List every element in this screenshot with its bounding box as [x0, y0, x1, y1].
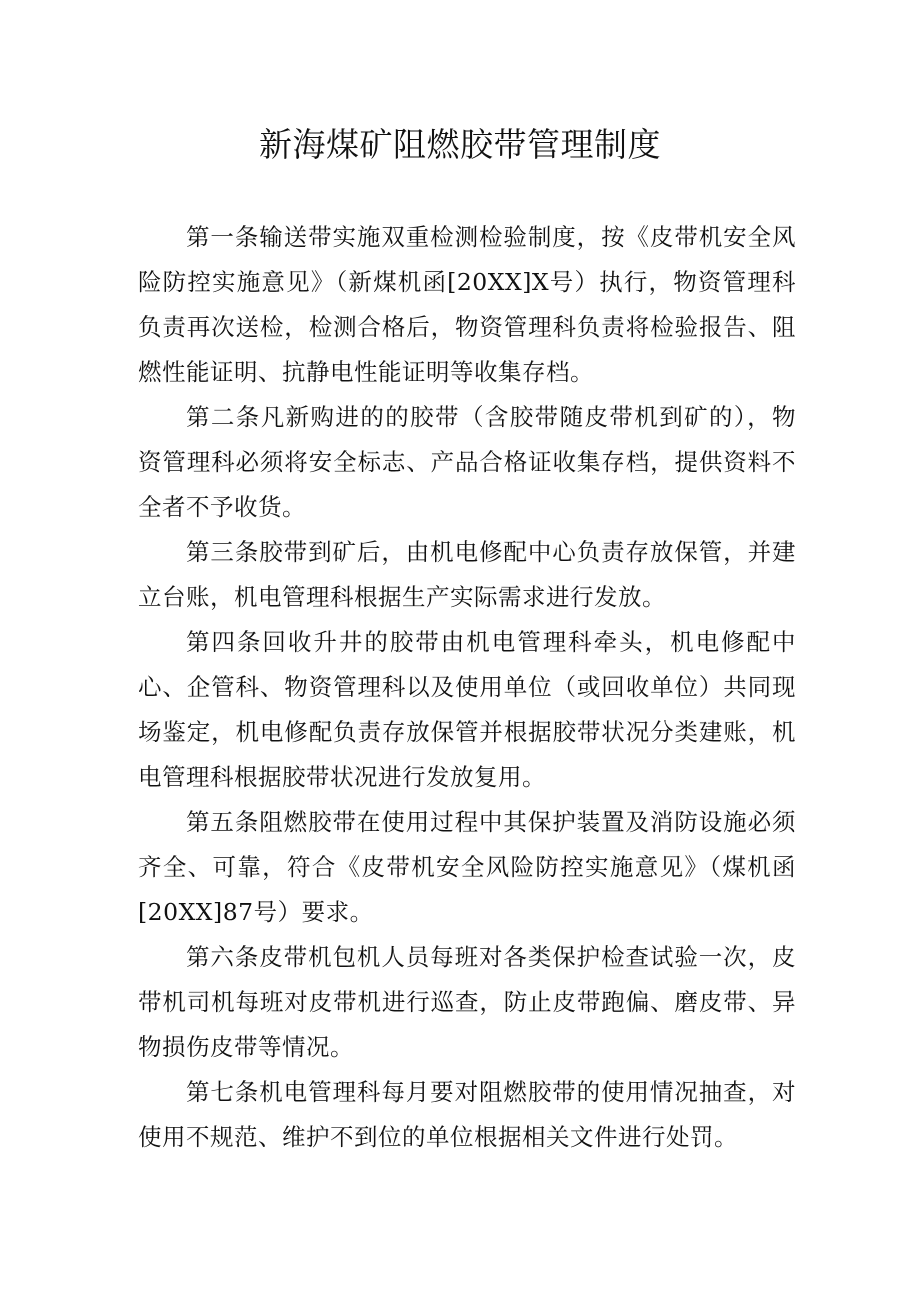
article-3: 第三条胶带到矿后，由机电修配中心负责存放保管，并建立台账，机电管理科根据生产实际需求进行发放。: [138, 538, 796, 611]
article-1: 第一条输送带实施双重检测检验制度，按《皮带机安全风险防控实施意见》（新煤机函[20XX]X号）执行，物资管理科负责再次送检，检测合格后，物资管理科负责将检验报告、阻燃性能证明、抗静电性能证明等收集存档。: [138, 223, 796, 386]
article-5: 第五条阻燃胶带在使用过程中其保护装置及消防设施必须齐全、可靠，符合《皮带机安全风险防控实施意见》（煤机函[20XX]87号）要求。: [138, 808, 796, 926]
article-6: 第六条皮带机包机人员每班对各类保护检查试验一次，皮带机司机每班对皮带机进行巡查，防止皮带跑偏、磨皮带、异物损伤皮带等情况。: [138, 943, 796, 1061]
article-7: 第七条机电管理科每月要对阻燃胶带的使用情况抽查，对使用不规范、维护不到位的单位根据相关文件进行处罚。: [138, 1078, 796, 1151]
document-title: 新海煤矿阻燃胶带管理制度: [259, 125, 661, 164]
article-4: 第四条回收升井的胶带由机电管理科牵头，机电修配中心、企管科、物资管理科以及使用单位（或回收单位）共同现场鉴定，机电修配负责存放保管并根据胶带状况分类建账，机电管理科根据胶带状况进行发放复用。: [138, 628, 796, 791]
document-body: [138, 215, 796, 1160]
article-2: 第二条凡新购进的的胶带（含胶带随皮带机到矿的），物资管理科必须将安全标志、产品合格证收集存档，提供资料不全者不予收货。: [138, 403, 796, 521]
